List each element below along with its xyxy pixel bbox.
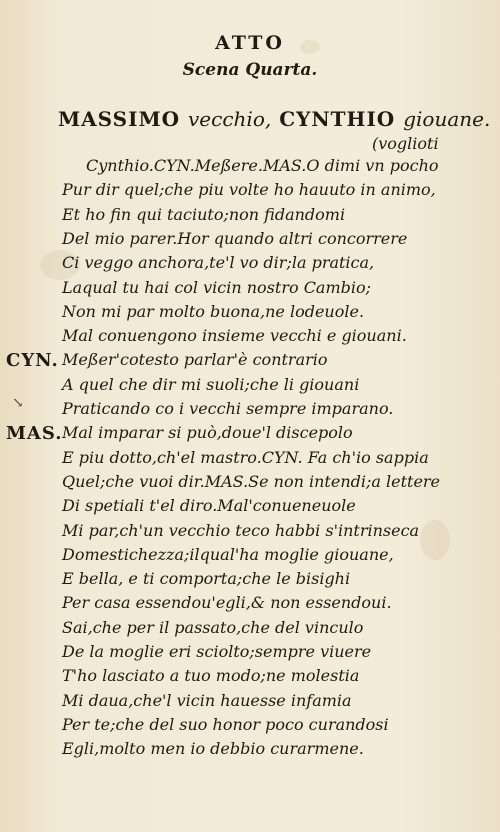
scene-title: Scena Quarta. xyxy=(182,60,318,80)
verse-line xyxy=(0,642,470,666)
speaker-label: MAS. xyxy=(6,423,63,445)
verse-line xyxy=(0,666,470,690)
character-list xyxy=(58,107,490,131)
verse-text: Mi par,ch'un vecchio teco habbi s'intrinseca xyxy=(62,520,420,540)
verse-text: Praticando co i vecchi sempre imparano. xyxy=(62,399,394,418)
verse-text: E piu dotto,ch'el mastro.CYN. Fa ch'io sappia xyxy=(62,447,429,467)
verse-line xyxy=(0,253,470,277)
verse-text: T'ho lasciato a tuo modo;ne molestia xyxy=(62,666,360,686)
verse-text: Ci veggo anchora,te'l vo dir;la pratica, xyxy=(62,253,375,273)
verse-text: De la moglie eri sciolto;sempre viuere xyxy=(62,642,372,661)
verse-line xyxy=(0,350,470,374)
verse-line xyxy=(0,545,470,569)
character-name: MASSIMO xyxy=(58,107,181,131)
verse-text: Per te;che del suo honor poco curandosi xyxy=(62,714,389,734)
margin-mark: ↘ xyxy=(12,395,24,411)
speaker-label: CYN. xyxy=(6,350,59,372)
verse-line xyxy=(0,521,470,545)
verse-line xyxy=(0,229,470,253)
verse-text: Meßer'cotesto parlar'è contrario xyxy=(62,350,328,370)
verse-text: Cynthio.CYN.Meßere.MAS.O dimi vn pocho xyxy=(86,156,439,175)
verse-line xyxy=(0,278,470,302)
verse-text: Et ho fin qui taciuto;non fidandomi xyxy=(62,204,346,224)
verse-line xyxy=(0,739,470,763)
verse-line xyxy=(0,496,470,520)
verse-text: Mal imparar si può,doue'l discepolo xyxy=(62,423,353,443)
verse-line xyxy=(0,156,470,180)
verse-line xyxy=(0,448,470,472)
verse-text: Mal conuengono insieme vecchi e giouani. xyxy=(62,326,407,346)
verse-text: Quel;che vuoi dir.MAS.Se non intendi;a lettere xyxy=(62,471,441,491)
verse-line xyxy=(0,593,470,617)
verse-text: Del mio parer.Hor quando altri concorrere xyxy=(62,228,408,248)
catchword: (voglioti xyxy=(372,134,439,153)
character-description: vecchio, xyxy=(188,107,272,131)
verse-line xyxy=(0,399,470,423)
verse-text: A quel che dir mi suoli;che li giouani xyxy=(62,374,360,394)
verse-line xyxy=(0,326,470,350)
verse-text: Domestichezza;ilqual'ha moglie giouane, xyxy=(62,544,394,564)
character-name: CYNTHIO xyxy=(279,107,396,131)
verse-text: Egli,molto men io debbio curarmene. xyxy=(62,739,364,759)
verse-text: Per casa essendou'egli,& non essendoui. xyxy=(62,593,392,613)
verse-text: Di spetiali t'el diro.Mal'conueneuole xyxy=(62,496,356,516)
verse-text: E bella, e ti comporta;che le bisighi xyxy=(62,569,351,589)
verse-line xyxy=(0,569,470,593)
running-header: ATTO xyxy=(215,32,285,54)
verse-text: Laqual tu hai col vicin nostro Cambio; xyxy=(62,277,372,297)
verse-line xyxy=(0,302,470,326)
verse-line xyxy=(0,715,470,739)
verse-text: Mi daua,che'l vicin hauesse infamia xyxy=(62,690,352,710)
verse-line xyxy=(0,472,470,496)
verse-text: Pur dir quel;che piu volte ho hauuto in animo, xyxy=(62,180,436,200)
verse-text: Sai,che per il passato,che del vinculo xyxy=(62,617,364,637)
verse-line xyxy=(0,180,470,204)
verse-text: Non mi par molto buona,ne lodeuole. xyxy=(62,301,365,321)
verse-line xyxy=(0,375,470,399)
character-description: giouane. xyxy=(403,107,491,131)
verse-line xyxy=(0,205,470,229)
verse-line xyxy=(0,423,470,447)
verse-line xyxy=(0,618,470,642)
verse-line xyxy=(0,691,470,715)
